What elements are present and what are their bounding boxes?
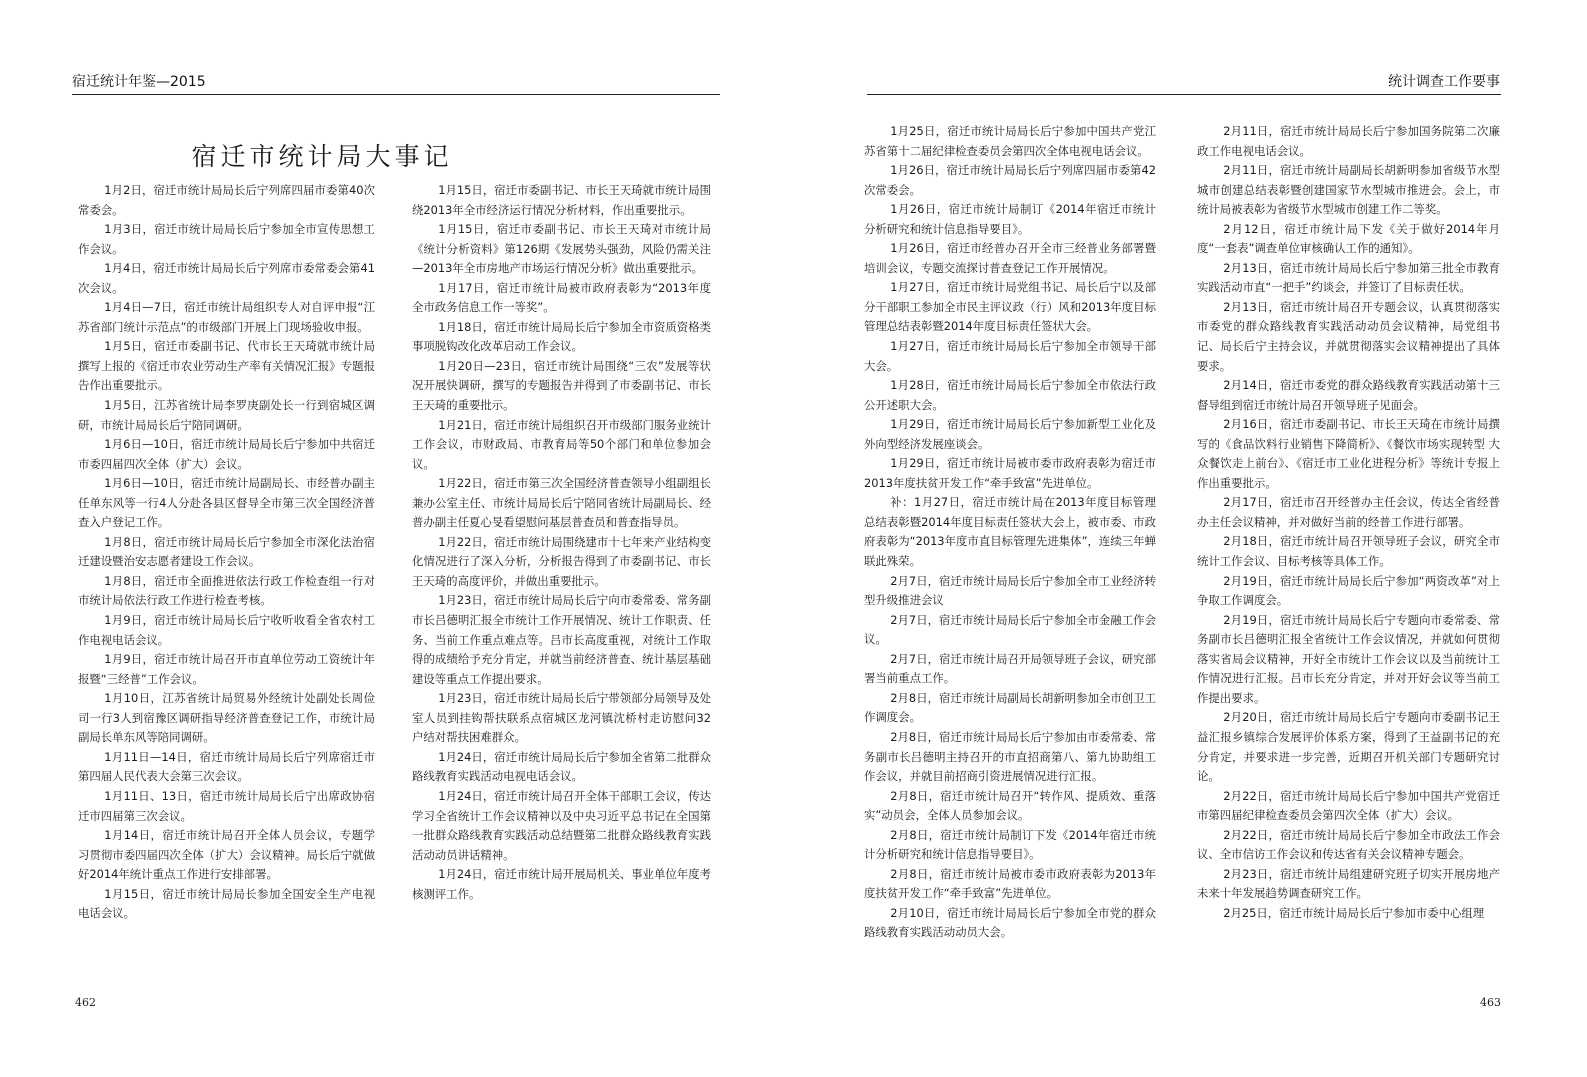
event-entry: 1月24日，宿迁市统计局召开全体干部职工会议，传达学习全省统计工作会议精神以及中央习近平总书记在全国第一批群众路线教育实践活动总结暨第二批群众路线教育实践活动动员讲话精神。 (412, 788, 711, 862)
right-page-column-2 (1197, 122, 1500, 923)
event-entry: 1月9日，宿迁市统计局局长后宁收听收看全省农村工作电视电话会议。 (78, 613, 375, 647)
event-entry: 1月8日，宿迁市统计局局长后宁参加全市深化法治宿迁建设暨治安志愿者建设工作会议。 (78, 534, 375, 569)
event-entry: 1月23日，宿迁市统计局局长后宁向市委常委、常务副市长吕德明汇报全市统计工作开展情况、统计工作职责、任务、当前工作重点难点等。吕市长高度重视，对统计工作取得的成绩给予充分肯定，并就当前经济普查、统计基层基础建设等重点工作提出要求。 (412, 593, 711, 686)
event-entry: 2月7日，宿迁市统计局召开局领导班子会议，研究部署当前重点工作。 (864, 651, 1156, 686)
event-entry: 2月11日，宿迁市统计局副局长胡新明参加省级节水型城市创建总结表彰暨创建国家节水型城市推进会。会上，市统计局被表彰为省级节水型城市创建工作二等奖。 (1197, 163, 1500, 217)
event-entry: 1月9日，宿迁市统计局召开市直单位劳动工资统计年报暨“三经普”工作会议。 (78, 652, 375, 686)
event-entry: 2月25日，宿迁市统计局局长后宁参加市委中心组理 (1223, 905, 1485, 920)
event-entry: 2月16日，宿迁市委副书记、市长王天琦在市统计局撰写的《食品饮料行业销售下降简析》、《餐饮市场实现转型 大众餐饮走上前台》、《宿迁市工业化进程分析》等统计专报上作出重要批示。 (1197, 417, 1500, 490)
event-entry: 1月6日—10日，宿迁市统计局副局长、市经普办副主任单东风等一行4人分赴各县区督导全市第三次全国经济普查入户登记工作。 (78, 476, 375, 530)
event-entry: 2月13日，宿迁市统计局召开专题会议，认真贯彻落实市委党的群众路线教育实践活动动员会议精神，局党组书记、局长后宁主持会议，并就贯彻落实会议精神提出了具体要求。 (1197, 299, 1500, 373)
event-entry: 1月5日，江苏省统计局李罗庚副处长一行到宿城区调研，市统计局局长后宁陪同调研。 (78, 398, 375, 432)
left-page-number: 462 (75, 996, 96, 1009)
event-entry: 2月7日，宿迁市统计局局长后宁参加全市金融工作会议。 (864, 612, 1156, 647)
event-entry: 1月14日，宿迁市统计局召开全体人员会议，专题学习贯彻市委四届四次全体（扩大）会议精神。局长后宁就做好2014年统计重点工作进行安排部署。 (78, 828, 375, 882)
event-entry: 1月27日，宿迁市统计局党组书记、局长后宁以及部分干部职工参加全市民主评议政（行）风和2013年度目标管理总结表彰暨2014年度目标责任签状大会。 (864, 280, 1156, 334)
event-entry: 2月12日，宿迁市统计局下发《关于做好2014年月度“一套表”调查单位审核确认工作的通知》。 (1197, 221, 1500, 256)
event-entry: 2月23日，宿迁市统计局组建研究班子切实开展房地产未来十年发展趋势调查研究工作。 (1197, 866, 1500, 901)
right-running-header: 统计调查工作要事 (1388, 74, 1500, 90)
event-entry: 1月23日，宿迁市统计局局长后宁带领部分局领导及处室人员到挂钩帮扶联系点宿城区龙河镇沈桥村走访慰问32户结对帮扶困难群众。 (412, 691, 711, 745)
event-entry: 2月8日，宿迁市统计局制订下发《2014年宿迁市统计分析研究和统计信息指导要目》。 (864, 827, 1156, 862)
event-entry: 1月27日，宿迁市统计局局长后宁参加全市领导干部大会。 (864, 339, 1156, 373)
event-entry: 1月21日，宿迁市统计局组织召开市级部门服务业统计工作会议，市财政局、市教育局等50个部门和单位参加会议。 (412, 417, 711, 471)
event-entry: 1月4日，宿迁市统计局局长后宁列席市委常委会第41次会议。 (78, 261, 375, 295)
left-running-header: 宿迁统计年鉴—2015 (72, 74, 206, 90)
event-entry: 1月3日，宿迁市统计局局长后宁参加全市宣传思想工作会议。 (78, 222, 375, 256)
event-entry: 1月22日，宿迁市第三次全国经济普查领导小组副组长兼办公室主任、市统计局局长后宁陪同省统计局副局长、经普办副主任夏心旻看望慰问基层普查员和普查指导员。 (412, 476, 711, 530)
event-entry: 1月24日，宿迁市统计局开展局机关、事业单位年度考核测评工作。 (412, 867, 711, 901)
right-page (794, 0, 1587, 1077)
left-page (0, 0, 793, 1077)
event-entry: 1月2日，宿迁市统计局局长后宁列席四届市委第40次常委会。 (78, 183, 375, 217)
event-entry: 1月25日，宿迁市统计局局长后宁参加中国共产党江苏省第十二届纪律检查委员会第四次全体电视电话会议。 (864, 124, 1156, 158)
event-entry: 补：1月27日，宿迁市统计局在2013年度目标管理总结表彰暨2014年度目标责任签状大会上，被市委、市政府表彰为“2013年度市直目标管理先进集体”，连续三年蝉联此殊荣。 (864, 495, 1156, 569)
event-entry: 2月22日，宿迁市统计局局长后宁参加全市政法工作会议、全市信访工作会议和传达省有关会议精神专题会。 (1197, 827, 1500, 862)
event-entry: 1月17日，宿迁市统计局被市政府表彰为“2013年度全市政务信息工作一等奖”。 (412, 280, 711, 315)
event-entry: 1月29日，宿迁市统计局局长后宁参加新型工业化及外向型经济发展座谈会。 (864, 417, 1156, 451)
right-header-rule (867, 94, 1501, 95)
event-entry: 2月8日，宿迁市统计局副局长胡新明参加全市创卫工作调度会。 (864, 690, 1156, 725)
event-entry: 1月29日，宿迁市统计局被市委市政府表彰为宿迁市2013年度扶贫开发工作“牵手致富”先进单位。 (864, 456, 1156, 490)
event-entry: 1月8日，宿迁市全面推进依法行政工作检查组一行对市统计局依法行政工作进行检查考核。 (78, 573, 375, 608)
event-entry: 1月26日，宿迁市统计局制订《2014年宿迁市统计分析研究和统计信息指导要目》。 (864, 202, 1156, 236)
right-page-number: 463 (1480, 996, 1501, 1009)
event-entry: 2月18日，宿迁市统计局召开领导班子会议，研究全市统计工作会议、目标考核等具体工作。 (1197, 534, 1500, 569)
event-entry: 2月8日，宿迁市统计局召开“转作风、提质效、重落实”动员会，全体人员参加会议。 (864, 788, 1156, 823)
event-entry: 1月15日，宿迁市委副书记、市长王天琦对市统计局《统计分析资料》第126期《发展势头强劲，风险仍需关注—2013年全市房地产市场运行情况分析》做出重要批示。 (412, 222, 711, 276)
event-entry: 2月22日，宿迁市统计局局长后宁参加中国共产党宿迁市第四届纪律检查委员会第四次全体（扩大）会议。 (1197, 788, 1500, 823)
left-page-column-2 (412, 181, 711, 904)
event-entry: 2月20日，宿迁市统计局局长后宁专题向市委副书记王益汇报乡镇综合发展评价体系方案，得到了王益副书记的充分肯定，并要求进一步完善，近期召开机关部门专题研究讨论。 (1197, 710, 1500, 784)
event-entry: 1月18日，宿迁市统计局局长后宁参加全市资质资格类事项脱钩改化改革启动工作会议。 (412, 319, 711, 354)
event-entry: 2月13日，宿迁市统计局局长后宁参加第三批全市教育实践活动市直“一把手”约谈会，并签订了目标责任状。 (1197, 260, 1500, 295)
event-entry: 2月11日，宿迁市统计局局长后宁参加国务院第二次廉政工作电视电话会议。 (1197, 124, 1500, 158)
event-entry: 2月8日，宿迁市统计局局长后宁参加由市委常委、常务副市长吕德明主持召开的市直招商第八、第九协助组工作会议，并就目前招商引资进展情况进行汇报。 (864, 729, 1156, 784)
event-entry: 2月7日，宿迁市统计局局长后宁参加全市工业经济转型升级推进会议 (864, 573, 1156, 608)
event-entry: 1月22日，宿迁市统计局围绕建市十七年来产业结构变化情况进行了深入分析，分析报告得到了市委副书记、市长王天琦的高度评价，并做出重要批示。 (412, 534, 711, 588)
event-entry: 1月15日，宿迁市统计局局长参加全国安全生产电视电话会议。 (78, 886, 375, 921)
event-entry: 1月24日，宿迁市统计局局长后宁参加全省第二批群众路线教育实践活动电视电话会议。 (412, 749, 711, 784)
left-page-column-1 (78, 181, 375, 924)
event-entry: 2月10日，宿迁市统计局局长后宁参加全市党的群众路线教育实践活动动员大会。 (864, 905, 1156, 940)
event-entry: 1月15日，宿迁市委副书记、市长王天琦就市统计局围绕2013年全市经济运行情况分析材料，作出重要批示。 (412, 183, 711, 217)
event-entry: 1月20日—23日，宿迁市统计局围绕“三农”发展等状况开展快调研，撰写的专题报告并得到了市委副书记、市长王天琦的重要批示。 (412, 358, 711, 413)
right-page-column-1 (864, 122, 1156, 943)
event-entry: 2月19日，宿迁市统计局局长后宁专题向市委常委、常务副市长吕德明汇报全省统计工作会议情况，并就如何贯彻落实省局会议精神，开好全市统计工作会议以及当前统计工作情况进行汇报。吕市长充分肯定，并对开好会议等当前工作提出要求。 (1197, 612, 1500, 705)
event-entry: 1月5日，宿迁市委副书记、代市长王天琦就市统计局撰写上报的《宿迁市农业劳动生产率有关情况汇报》专题报告作出重要批示。 (78, 339, 375, 393)
event-entry: 2月17日，宿迁市召开经普办主任会议，传达全省经普办主任会议精神，并对做好当前的经普工作进行部署。 (1197, 495, 1500, 529)
event-entry: 1月26日，宿迁市经普办召开全市三经普业务部署暨培训会议，专题交流探讨普查登记工作开展情况。 (864, 241, 1156, 275)
event-entry: 1月26日，宿迁市统计局局长后宁列席四届市委第42次常委会。 (864, 163, 1156, 197)
event-entry: 1月11日、13日，宿迁市统计局局长后宁出席政协宿迁市四届第三次会议。 (78, 788, 375, 823)
event-entry: 2月19日，宿迁市统计局局长后宁参加“两资改革”对上争取工作调度会。 (1197, 573, 1500, 608)
event-entry: 1月11日—14日，宿迁市统计局局长后宁列席宿迁市第四届人民代表大会第三次会议。 (78, 749, 375, 784)
event-entry: 2月8日，宿迁市统计局被市委市政府表彰为2013年度扶贫开发工作“牵手致富”先进单位。 (864, 866, 1156, 901)
event-entry: 1月28日，宿迁市统计局局长后宁参加全市依法行政公开述职大会。 (864, 378, 1156, 412)
event-entry: 1月6日—10日，宿迁市统计局局长后宁参加中共宿迁市委四届四次全体（扩大）会议。 (78, 437, 375, 471)
page-title: 宿迁市统计局大事记 (191, 141, 453, 171)
event-entry: 1月10日，江苏省统计局贸易外经统计处副处长周俭司一行3人到宿豫区调研指导经济普查登记工作，市统计局副局长单东风等陪同调研。 (78, 691, 375, 745)
event-entry: 2月14日，宿迁市委党的群众路线教育实践活动第十三督导组到宿迁市统计局召开领导班子见面会。 (1197, 378, 1500, 412)
event-entry: 1月4日—7日，宿迁市统计局组织专人对自评申报“江苏省部门统计示范点”的市级部门开展上门现场验收申报。 (78, 300, 375, 334)
left-header-rule (72, 94, 720, 95)
